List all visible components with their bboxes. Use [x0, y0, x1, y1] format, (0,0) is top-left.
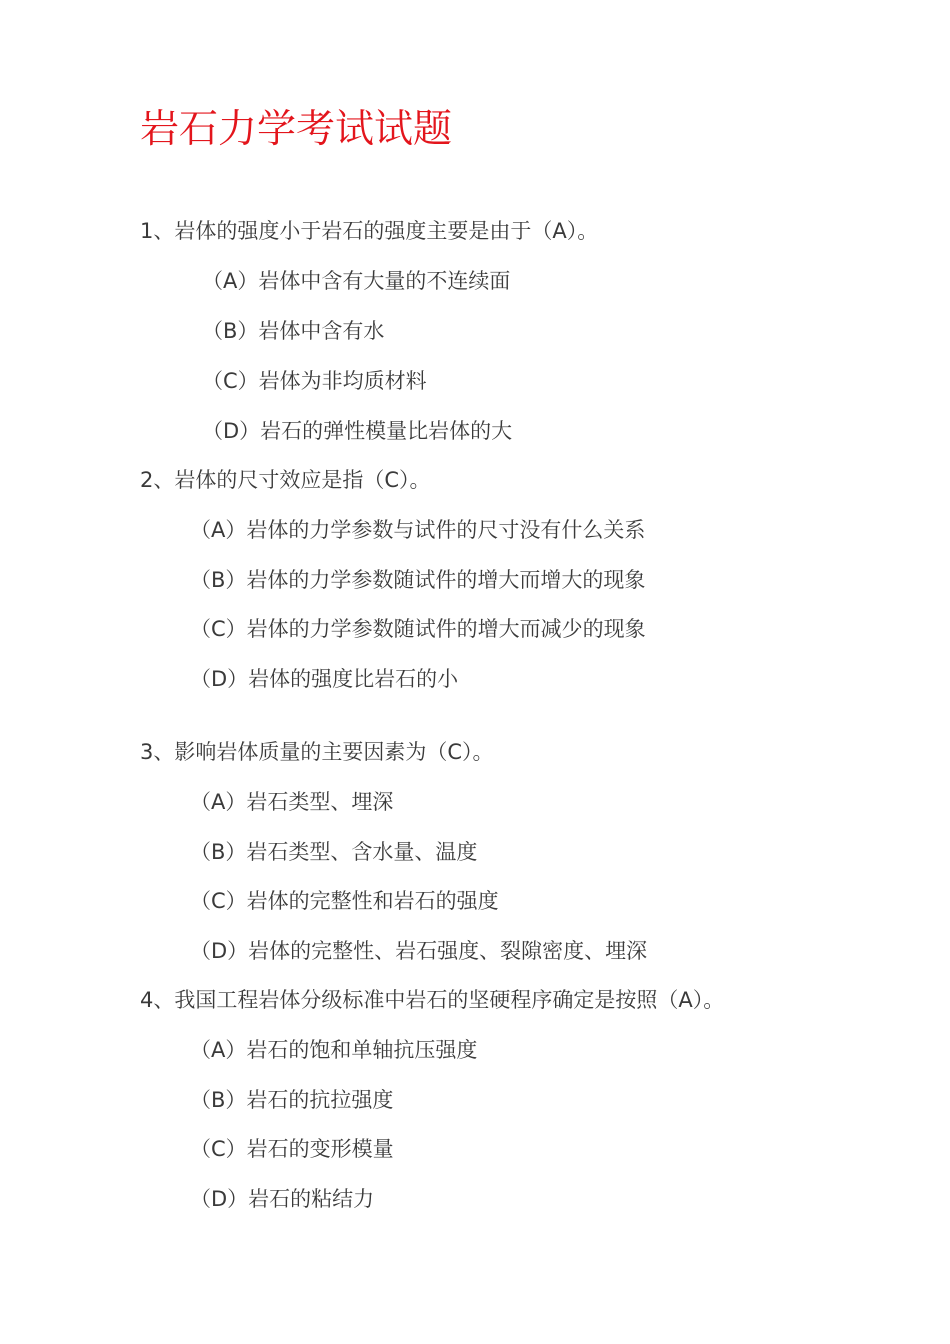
question-1-option-d: （D）岩石的弹性模量比岩体的大	[202, 419, 513, 443]
page-title: 岩石力学考试试题	[140, 107, 453, 152]
question-4-option-a: （A）岩石的饱和单轴抗压强度	[190, 1038, 478, 1062]
question-3-option-d: （D）岩体的完整性、岩石强度、裂隙密度、埋深	[190, 939, 648, 963]
question-1-option-c: （C）岩体为非均质材料	[202, 369, 427, 393]
question-3-stem: 3、影响岩体质量的主要因素为（C）。	[140, 740, 494, 764]
question-4-option-c: （C）岩石的变形模量	[190, 1137, 394, 1161]
question-4-option-b: （B）岩石的抗拉强度	[190, 1088, 394, 1112]
question-2-option-d: （D）岩体的强度比岩石的小	[190, 667, 459, 691]
question-2-stem: 2、岩体的尺寸效应是指（C）。	[140, 468, 431, 492]
question-2-option-a: （A）岩体的力学参数与试件的尺寸没有什么关系	[190, 518, 646, 542]
question-1-option-a: （A）岩体中含有大量的不连续面	[202, 269, 511, 293]
question-1-stem: 1、岩体的强度小于岩石的强度主要是由于（A）。	[140, 219, 599, 243]
question-4-stem: 4、我国工程岩体分级标准中岩石的坚硬程序确定是按照（A）。	[140, 988, 725, 1012]
question-4-option-d: （D）岩石的粘结力	[190, 1187, 375, 1211]
question-2-option-b: （B）岩体的力学参数随试件的增大而增大的现象	[190, 568, 646, 592]
question-3-option-a: （A）岩石类型、埋深	[190, 790, 394, 814]
question-2-option-c: （C）岩体的力学参数随试件的增大而减少的现象	[190, 617, 646, 641]
question-3-option-b: （B）岩石类型、含水量、温度	[190, 840, 478, 864]
question-1-option-b: （B）岩体中含有水	[202, 319, 385, 343]
question-3-option-c: （C）岩体的完整性和岩石的强度	[190, 889, 499, 913]
